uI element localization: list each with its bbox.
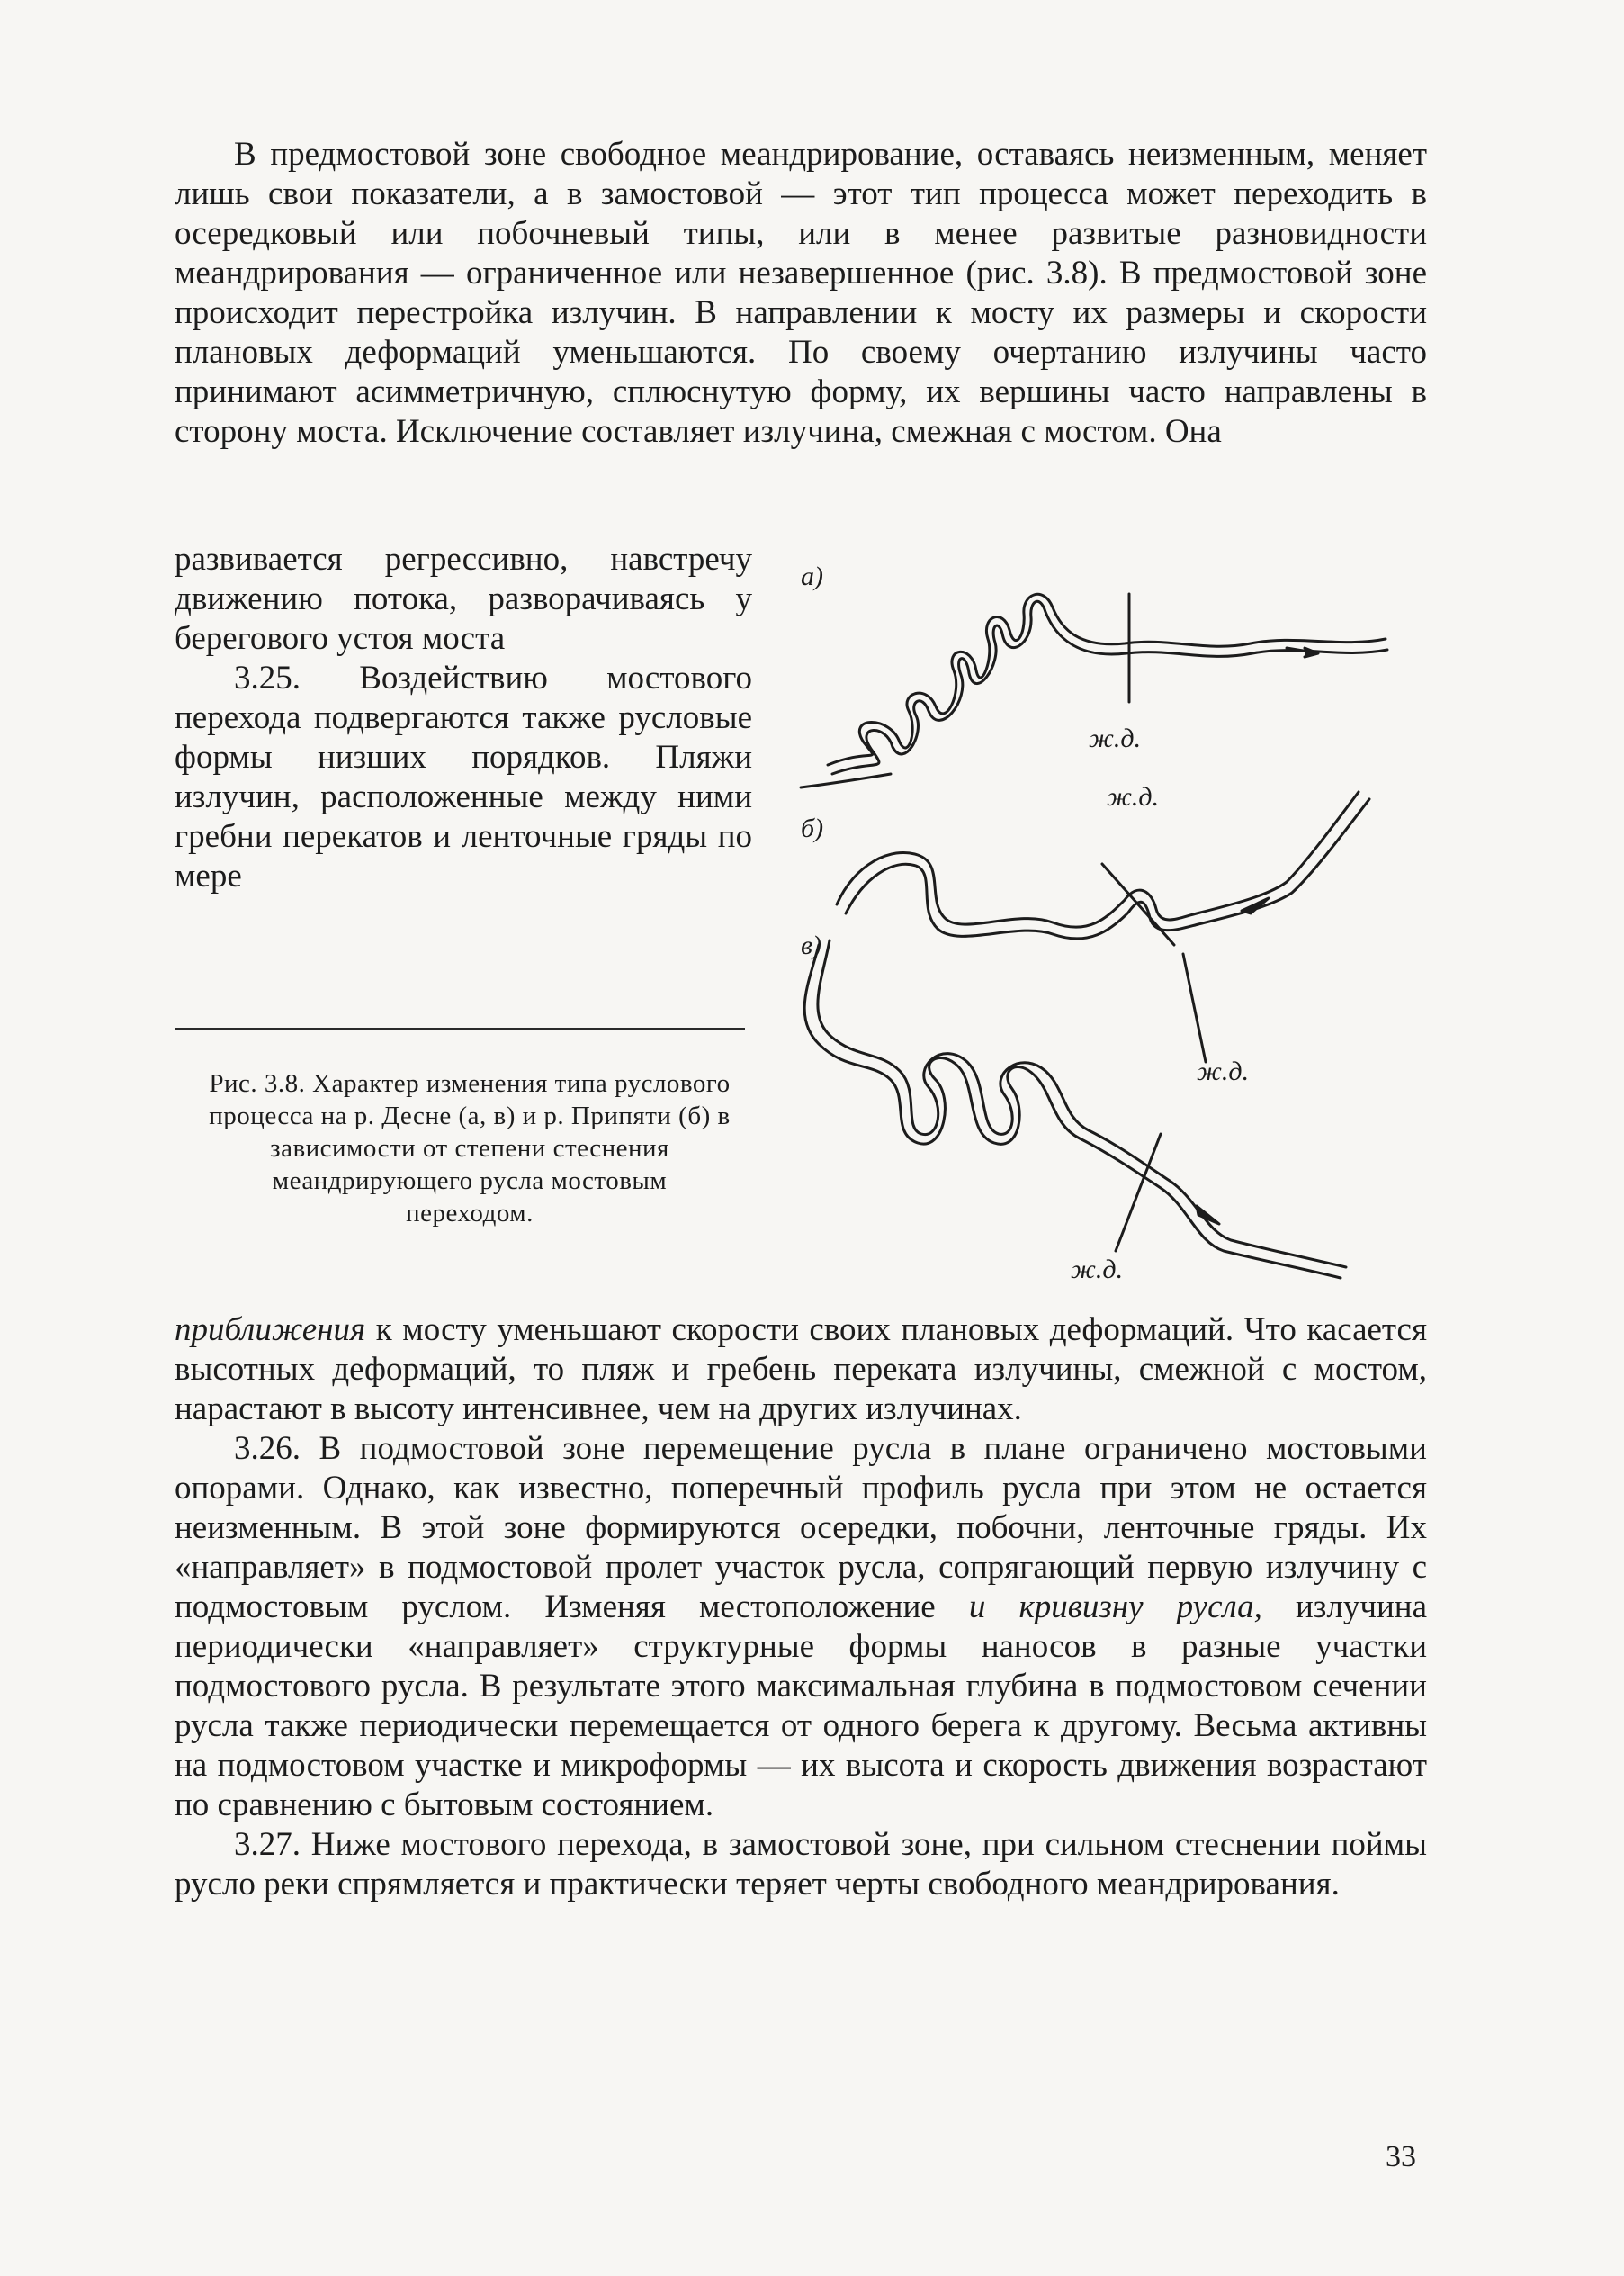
river-a bbox=[801, 594, 1387, 787]
mid-column bbox=[175, 540, 752, 896]
figure-label-a: а) bbox=[801, 562, 823, 591]
bottom-paragraph-2-rest: излучина периодически «направляет» структурные формы наносов в разные участки подмостового русла. В результате этого максимальная глубина в подмостовом сечении русла также периодически перемещается от одного берега к другому. Весьма активны на подмостовом участке и микроформы — их высота и скорость движения возрастают по сравнению с бытовым состоянием. bbox=[175, 1588, 1427, 1823]
bottom-block bbox=[175, 1310, 1427, 1904]
page-number: 33 bbox=[1386, 2140, 1416, 2173]
river-b bbox=[837, 792, 1369, 1062]
intro-block bbox=[175, 135, 1427, 452]
italic-word: приближения bbox=[175, 1311, 366, 1348]
figure-label-v: в) bbox=[801, 931, 822, 960]
river-v bbox=[804, 940, 1346, 1278]
caption-rule bbox=[175, 1028, 745, 1030]
bottom-paragraph-2 bbox=[175, 1429, 1427, 1825]
rail-label-b2: ж.д. bbox=[1197, 1057, 1250, 1086]
rail-label-b: ж.д. bbox=[1107, 782, 1160, 812]
figure-caption: Рис. 3.8. Характер изменения типа руслового процесса на р. Десне (а, в) и р. Припяти (б) в зависимости от степени стеснения меандрирующего русла мостовым переходом. bbox=[209, 1069, 731, 1228]
rail-label-a: ж.д. bbox=[1089, 724, 1142, 753]
mid-paragraph-1: развивается регрессивно, навстречу движению потока, разворачиваясь у берегового устоя моста bbox=[175, 541, 752, 657]
rail-label-v: ж.д. bbox=[1071, 1255, 1124, 1284]
intro-paragraph: В предмостовой зоне свободное меандрирование, оставаясь неизменным, меняет лишь свои показатели, а в замостовой — этот тип процесса может переходить в осередковый или побочневый типы, или в менее развитые разновидности меандрирования — ограниченное или незавершенное (рис. 3.8). В предмостовой зоне происходит перестройка излучин. В направлении к мосту их размеры и скорости плановых деформаций уменьшаются. По своему очертанию излучины часто принимают асимметричную, сплюснутую форму, их вершины часто направлены в сторону моста. Исключение составляет излучина, смежная с мостом. Она bbox=[175, 136, 1427, 450]
figure-label-b: б) bbox=[801, 814, 824, 843]
bottom-paragraph-1 bbox=[175, 1310, 1427, 1429]
bottom-paragraph-3: 3.27. Ниже мостового перехода, в замостовой зоне, при сильном стеснении поймы русло реки спрямляется и практически теряет черты свободного меандрирования. bbox=[175, 1826, 1427, 1903]
bottom-paragraph-2-italic: и кривизну русла, bbox=[968, 1588, 1262, 1625]
mid-paragraph-2: 3.25. Воздействию мостового перехода подвергаются также русловые формы низших порядков. Пляжи излучин, расположенные между ними гребни перекатов и ленточные гряды по мере bbox=[175, 660, 752, 895]
figure-3-8 bbox=[783, 558, 1440, 1296]
bottom-paragraph-1-rest: к мосту уменьшают скорости своих плановых деформаций. Что касается высотных деформаций, то пляж и гребень переката излучины, смежной с мостом, нарастают в высоту интенсивнее, чем на других излучинах. bbox=[175, 1311, 1427, 1427]
bottom-paragraph-2-start: 3.26. В подмостовой зоне перемещение русла в плане ограничено мостовыми опорами. Однако, как известно, поперечный профиль русла при этом не остается неизменным. В этой зоне формируются осередки, побочни, ленточные гряды. Их «направляет» в подмостовой пролет участок русла, сопрягающий первую излучину с подмостовым руслом. Изменяя местоположение bbox=[175, 1430, 1427, 1625]
